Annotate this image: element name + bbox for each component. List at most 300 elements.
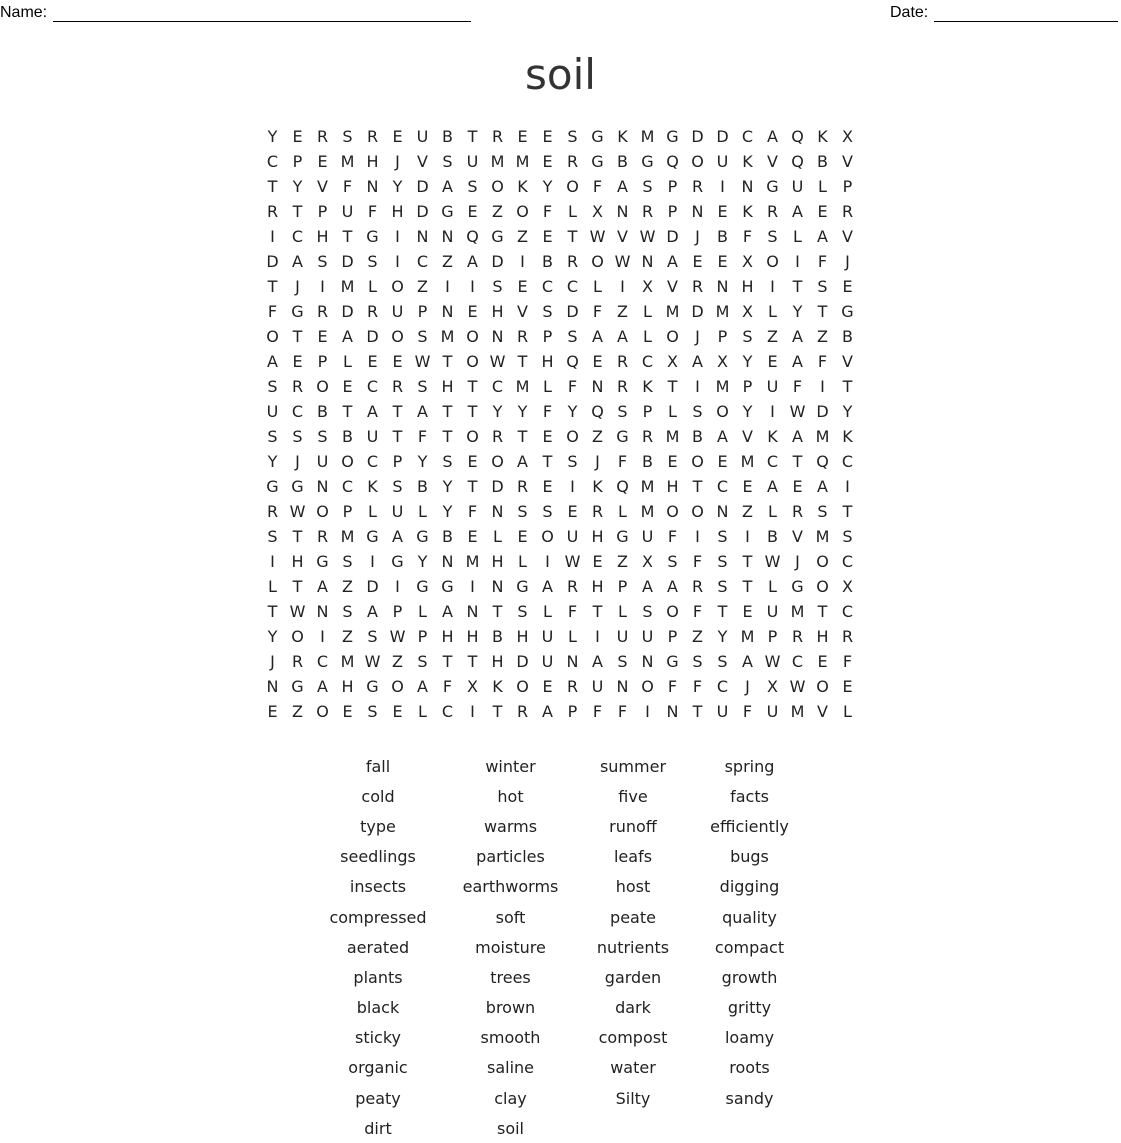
grid-letter: M — [640, 127, 655, 146]
grid-letter: Z — [617, 552, 628, 571]
grid-letter: N — [641, 252, 654, 271]
grid-letter: O — [466, 327, 479, 346]
grid-letter: I — [845, 477, 850, 496]
grid-letter: U — [591, 677, 604, 696]
grid-letter: E — [542, 677, 553, 696]
word-bank-item: facts — [730, 786, 769, 806]
grid-letter: L — [593, 277, 602, 296]
grid-letter: L — [343, 352, 352, 371]
grid-letter: E — [267, 702, 278, 721]
grid-letter: E — [542, 127, 553, 146]
grid-letter: A — [442, 602, 453, 621]
grid-letter: R — [691, 577, 704, 596]
grid-letter: I — [395, 227, 400, 246]
grid-letter: G — [441, 577, 454, 596]
grid-letter: F — [692, 677, 703, 696]
grid-letter: T — [567, 227, 578, 246]
grid-letter: O — [316, 377, 329, 396]
grid-letter: P — [667, 177, 678, 196]
grid-letter: A — [592, 652, 603, 671]
grid-letter: I — [320, 627, 325, 646]
grid-letter: N — [441, 227, 454, 246]
grid-letter: B — [842, 327, 853, 346]
grid-letter: C — [416, 252, 429, 271]
grid-letter: H — [466, 627, 479, 646]
grid-letter: L — [643, 327, 652, 346]
grid-letter: S — [717, 552, 728, 571]
grid-letter: C — [316, 652, 329, 671]
grid-letter: E — [592, 352, 603, 371]
grid-letter: P — [617, 577, 628, 596]
grid-letter: P — [392, 452, 403, 471]
grid-letter: R — [266, 202, 279, 221]
grid-letter: F — [742, 702, 753, 721]
grid-letter: G — [266, 477, 279, 496]
grid-letter: O — [466, 352, 479, 371]
grid-letter: M — [815, 427, 830, 446]
grid-letter: J — [745, 677, 750, 696]
grid-letter: P — [542, 327, 553, 346]
grid-letter: Z — [417, 277, 428, 296]
grid-letter: R — [491, 127, 504, 146]
grid-letter: J — [795, 552, 800, 571]
grid-letter: L — [418, 702, 427, 721]
word-bank-item: seedlings — [340, 847, 416, 867]
grid-letter: R — [566, 577, 579, 596]
grid-letter: V — [317, 177, 328, 196]
grid-letter: T — [517, 352, 528, 371]
grid-letter: O — [316, 502, 329, 521]
grid-letter: O — [816, 677, 829, 696]
word-bank-item: peate — [610, 907, 656, 927]
grid-letter: D — [691, 302, 704, 321]
word-bank-item: compressed — [329, 907, 427, 927]
grid-letter: K — [367, 477, 378, 496]
grid-letter: X — [767, 677, 778, 696]
grid-letter: G — [366, 227, 379, 246]
grid-letter: F — [567, 377, 578, 396]
grid-letter: Y — [267, 452, 278, 471]
grid-letter: T — [467, 127, 478, 146]
grid-letter: U — [566, 527, 579, 546]
grid-letter: D — [691, 127, 704, 146]
grid-letter: S — [317, 252, 328, 271]
grid-letter: I — [445, 277, 450, 296]
grid-letter: N — [416, 227, 429, 246]
grid-letter: O — [266, 327, 279, 346]
grid-letter: V — [817, 702, 828, 721]
grid-letter: H — [391, 202, 404, 221]
grid-letter: S — [817, 277, 828, 296]
grid-letter: J — [295, 277, 300, 296]
grid-letter: Z — [692, 627, 703, 646]
grid-letter: E — [842, 277, 853, 296]
grid-letter: Y — [717, 627, 728, 646]
grid-letter: I — [470, 277, 475, 296]
grid-letter: V — [417, 152, 428, 171]
word-bank-item: summer — [599, 756, 667, 776]
grid-letter: F — [692, 552, 703, 571]
grid-letter: F — [842, 652, 853, 671]
grid-letter: K — [592, 477, 603, 496]
grid-letter: N — [741, 177, 754, 196]
grid-letter: S — [717, 577, 728, 596]
grid-letter: Y — [267, 127, 278, 146]
grid-letter: P — [667, 627, 678, 646]
grid-letter: M — [790, 702, 805, 721]
word-bank-item: smooth — [480, 1028, 541, 1048]
grid-letter: U — [641, 627, 654, 646]
grid-letter: G — [316, 552, 329, 571]
grid-letter: J — [845, 252, 850, 271]
grid-letter: A — [667, 577, 678, 596]
grid-letter: T — [492, 602, 503, 621]
grid-letter: S — [267, 527, 278, 546]
grid-letter: X — [467, 677, 478, 696]
grid-letter: M — [665, 427, 680, 446]
grid-letter: T — [442, 402, 453, 421]
word-bank-item: water — [610, 1058, 656, 1078]
grid-letter: Y — [417, 452, 428, 471]
grid-letter: E — [592, 552, 603, 571]
grid-letter: Y — [792, 302, 803, 321]
grid-letter: T — [467, 652, 478, 671]
grid-letter: P — [642, 402, 653, 421]
grid-letter: V — [842, 227, 853, 246]
grid-letter: Y — [842, 402, 853, 421]
grid-letter: U — [391, 502, 404, 521]
grid-letter: E — [742, 477, 753, 496]
grid-letter: A — [617, 327, 628, 346]
grid-letter: R — [841, 202, 854, 221]
grid-letter: P — [292, 152, 303, 171]
grid-letter: I — [545, 552, 550, 571]
grid-letter: T — [292, 577, 303, 596]
grid-letter: O — [541, 527, 554, 546]
grid-letter: F — [617, 452, 628, 471]
grid-letter: P — [392, 602, 403, 621]
grid-letter: P — [317, 352, 328, 371]
grid-letter: O — [666, 602, 679, 621]
grid-letter: A — [792, 202, 803, 221]
grid-letter: Y — [417, 552, 428, 571]
grid-letter: R — [566, 252, 579, 271]
word-bank-item: earthworms — [462, 877, 559, 897]
grid-letter: P — [842, 177, 853, 196]
grid-letter: X — [842, 577, 853, 596]
grid-letter: T — [692, 702, 703, 721]
grid-letter: U — [266, 402, 279, 421]
grid-letter: F — [267, 302, 278, 321]
grid-letter: E — [517, 127, 528, 146]
grid-letter: J — [695, 227, 700, 246]
grid-letter: A — [767, 127, 778, 146]
word-bank-item: five — [618, 786, 648, 806]
grid-letter: J — [595, 452, 600, 471]
grid-letter: P — [317, 202, 328, 221]
grid-letter: P — [417, 627, 428, 646]
grid-letter: H — [441, 377, 454, 396]
grid-letter: H — [741, 277, 754, 296]
grid-letter: M — [740, 627, 755, 646]
grid-letter: E — [292, 127, 303, 146]
grid-letter: M — [515, 152, 530, 171]
grid-letter: W — [589, 227, 606, 246]
grid-letter: S — [292, 427, 303, 446]
grid-letter: S — [367, 627, 378, 646]
grid-letter: G — [791, 577, 804, 596]
grid-letter: E — [517, 277, 528, 296]
word-bank-item: compact — [714, 937, 785, 957]
grid-letter: A — [592, 327, 603, 346]
grid-letter: Y — [392, 177, 403, 196]
grid-letter: N — [566, 652, 579, 671]
grid-letter: Y — [542, 177, 553, 196]
grid-letter: V — [842, 152, 853, 171]
grid-letter: S — [267, 377, 278, 396]
grid-letter: R — [491, 427, 504, 446]
word-bank-item: runoff — [609, 816, 657, 836]
word-bank-item: gritty — [727, 998, 772, 1018]
grid-letter: S — [617, 652, 628, 671]
word-bank-item: winter — [485, 756, 536, 776]
grid-letter: S — [517, 502, 528, 521]
grid-letter: D — [716, 127, 729, 146]
grid-letter: A — [367, 402, 378, 421]
grid-letter: M — [715, 302, 730, 321]
grid-letter: T — [792, 277, 803, 296]
word-bank-item: aerated — [346, 937, 410, 957]
grid-letter: O — [516, 202, 529, 221]
grid-letter: T — [442, 427, 453, 446]
grid-letter: H — [291, 552, 304, 571]
grid-letter: T — [667, 377, 678, 396]
grid-letter: L — [543, 377, 552, 396]
grid-letter: W — [764, 652, 781, 671]
grid-letter: O — [391, 277, 404, 296]
grid-letter: W — [289, 602, 306, 621]
grid-letter: N — [616, 677, 629, 696]
grid-letter: S — [517, 602, 528, 621]
grid-letter: Q — [466, 227, 479, 246]
grid-letter: N — [491, 577, 504, 596]
grid-letter: F — [542, 202, 553, 221]
grid-letter: V — [842, 352, 853, 371]
grid-letter: G — [591, 152, 604, 171]
grid-letter: E — [467, 527, 478, 546]
grid-letter: B — [717, 227, 728, 246]
grid-letter: L — [568, 627, 577, 646]
grid-letter: L — [368, 277, 377, 296]
grid-letter: M — [640, 502, 655, 521]
grid-letter: R — [266, 502, 279, 521]
grid-letter: O — [591, 252, 604, 271]
word-bank-item: soil — [496, 1118, 524, 1138]
grid-letter: S — [717, 652, 728, 671]
grid-letter: G — [666, 652, 679, 671]
grid-letter: R — [791, 502, 804, 521]
grid-letter: M — [340, 652, 355, 671]
grid-letter: T — [742, 577, 753, 596]
grid-letter: N — [366, 177, 379, 196]
grid-letter: P — [567, 702, 578, 721]
grid-letter: E — [717, 252, 728, 271]
grid-letter: D — [491, 477, 504, 496]
grid-letter: M — [515, 377, 530, 396]
grid-letter: Z — [817, 327, 828, 346]
grid-letter: A — [367, 602, 378, 621]
grid-letter: C — [641, 352, 654, 371]
grid-letter: B — [642, 452, 653, 471]
grid-letter: Y — [292, 177, 303, 196]
grid-letter: A — [792, 427, 803, 446]
grid-letter: S — [642, 602, 653, 621]
grid-letter: R — [766, 202, 779, 221]
grid-letter: G — [591, 127, 604, 146]
grid-letter: U — [316, 452, 329, 471]
grid-letter: G — [366, 677, 379, 696]
grid-letter: K — [742, 152, 753, 171]
grid-letter: N — [441, 552, 454, 571]
grid-letter: E — [317, 152, 328, 171]
grid-letter: U — [616, 627, 629, 646]
grid-letter: G — [516, 577, 529, 596]
grid-letter: M — [490, 152, 505, 171]
grid-letter: G — [666, 127, 679, 146]
grid-letter: L — [643, 302, 652, 321]
grid-letter: L — [768, 577, 777, 596]
grid-letter: C — [766, 452, 779, 471]
grid-letter: N — [316, 602, 329, 621]
grid-letter: E — [817, 652, 828, 671]
grid-letter: E — [542, 427, 553, 446]
grid-letter: C — [541, 277, 554, 296]
grid-letter: T — [467, 402, 478, 421]
grid-letter: X — [592, 202, 603, 221]
grid-letter: Y — [567, 402, 578, 421]
grid-letter: Z — [292, 702, 303, 721]
grid-letter: C — [291, 402, 304, 421]
grid-letter: L — [768, 502, 777, 521]
grid-letter: H — [491, 302, 504, 321]
grid-letter: S — [342, 552, 353, 571]
grid-letter: F — [367, 202, 378, 221]
grid-letter: T — [342, 402, 353, 421]
grid-letter: N — [266, 677, 279, 696]
grid-letter: K — [517, 177, 528, 196]
grid-letter: S — [842, 527, 853, 546]
word-bank-item: efficiently — [710, 816, 789, 836]
grid-letter: W — [614, 252, 631, 271]
grid-letter: Y — [517, 402, 528, 421]
grid-letter: X — [667, 352, 678, 371]
grid-letter: B — [817, 152, 828, 171]
grid-letter: M — [340, 152, 355, 171]
grid-letter: C — [841, 552, 854, 571]
grid-letter: S — [692, 402, 703, 421]
grid-letter: S — [317, 427, 328, 446]
grid-letter: X — [642, 277, 653, 296]
grid-letter: W — [289, 502, 306, 521]
grid-letter: V — [792, 527, 803, 546]
grid-letter: R — [366, 127, 379, 146]
grid-letter: O — [716, 402, 729, 421]
grid-letter: S — [767, 227, 778, 246]
grid-letter: E — [792, 477, 803, 496]
word-bank-item: particles — [476, 847, 545, 867]
grid-letter: R — [391, 377, 404, 396]
grid-letter: O — [341, 452, 354, 471]
grid-letter: E — [692, 252, 703, 271]
grid-letter: G — [391, 552, 404, 571]
grid-letter: X — [717, 352, 728, 371]
grid-letter: J — [295, 452, 300, 471]
grid-letter: Y — [742, 352, 753, 371]
grid-letter: T — [292, 202, 303, 221]
grid-letter: Z — [767, 327, 778, 346]
grid-letter: T — [392, 402, 403, 421]
word-bank-item: compost — [598, 1028, 668, 1048]
word-bank-item: hot — [497, 786, 524, 806]
grid-letter: A — [742, 652, 753, 671]
grid-letter: T — [292, 327, 303, 346]
word-bank-item: roots — [729, 1058, 770, 1078]
grid-letter: D — [341, 302, 354, 321]
grid-letter: C — [841, 602, 854, 621]
grid-letter: O — [491, 452, 504, 471]
grid-letter: K — [492, 677, 503, 696]
grid-letter: D — [416, 177, 429, 196]
grid-letter: C — [716, 677, 729, 696]
grid-letter: N — [441, 302, 454, 321]
word-bank-item: dark — [615, 998, 651, 1018]
grid-letter: V — [667, 277, 678, 296]
grid-letter: T — [442, 652, 453, 671]
grid-letter: N — [616, 202, 629, 221]
grid-letter: T — [842, 377, 853, 396]
grid-letter: R — [516, 477, 529, 496]
grid-letter: Q — [591, 402, 604, 421]
word-bank-item: leafs — [613, 847, 653, 867]
grid-letter: J — [695, 327, 700, 346]
grid-letter: D — [666, 227, 679, 246]
word-bank-item: digging — [719, 877, 780, 897]
word-bank-item: black — [356, 998, 400, 1018]
grid-letter: K — [642, 377, 653, 396]
grid-letter: T — [792, 452, 803, 471]
grid-letter: K — [842, 427, 853, 446]
grid-letter: N — [641, 652, 654, 671]
grid-letter: M — [665, 302, 680, 321]
word-bank-item: loamy — [724, 1028, 775, 1048]
grid-letter: B — [617, 152, 628, 171]
grid-letter: L — [568, 202, 577, 221]
grid-letter: I — [795, 252, 800, 271]
grid-letter: R — [791, 627, 804, 646]
grid-letter: B — [342, 427, 353, 446]
name-label: Name: — [0, 4, 48, 21]
grid-letter: O — [816, 552, 829, 571]
word-bank-item: fall — [365, 756, 391, 776]
grid-letter: D — [416, 202, 429, 221]
grid-letter: Q — [816, 452, 829, 471]
grid-letter: R — [691, 277, 704, 296]
grid-letter: E — [842, 677, 853, 696]
grid-letter: A — [317, 677, 328, 696]
grid-letter: H — [316, 227, 329, 246]
grid-letter: E — [542, 227, 553, 246]
grid-letter: Q — [791, 152, 804, 171]
